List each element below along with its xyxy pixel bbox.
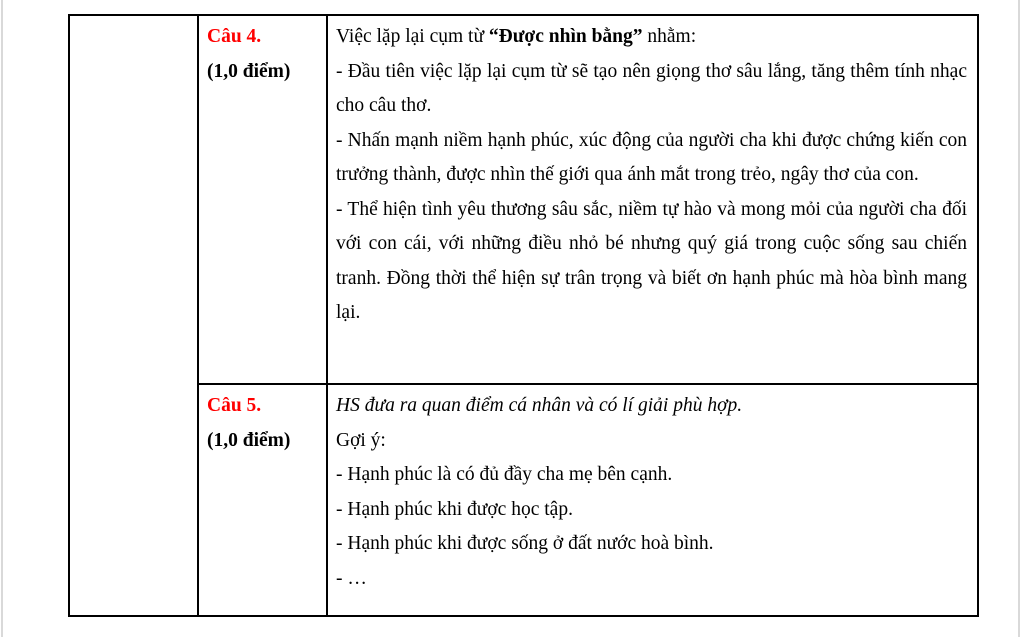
- empty-merged-cell: [70, 16, 199, 615]
- answer-bullet: - Hạnh phúc là có đủ đầy cha mẹ bên cạnh.: [336, 464, 673, 485]
- suggestion-label: Gợi ý:: [336, 429, 386, 451]
- points-label-4: (1,0 điểm): [207, 60, 291, 82]
- page-edge-left: [1, 0, 3, 637]
- question-cell-5: [199, 385, 328, 615]
- answer-bullet: - Nhấn mạnh niềm hạnh phúc, xúc động của người cha khi được chứng kiến con trưởng thành, được nhìn thế giới qua ánh mắt trong trẻo, ngây thơ của con.: [336, 129, 967, 185]
- answer-intro-suffix: nhằm:: [642, 26, 697, 47]
- question-cell-4: [199, 16, 328, 383]
- row-cau-4: [199, 16, 977, 385]
- guideline-line: HS đưa ra quan điểm cá nhân và có lí giải phù hợp.: [336, 395, 743, 416]
- answer-cell-4: [328, 16, 977, 383]
- answer-cell-5: [328, 385, 977, 615]
- answer-key-table: [68, 14, 979, 617]
- answer-bullet: - Hạnh phúc khi được học tập.: [336, 498, 573, 520]
- answer-bullet: - Hạnh phúc khi được sống ở đất nước hoà bình.: [336, 533, 714, 554]
- row-cau-5: [199, 385, 977, 615]
- answer-intro-prefix: Việc lặp lại cụm từ: [336, 26, 489, 47]
- question-label-5: Câu 5.: [207, 395, 262, 416]
- question-rows: [199, 16, 977, 615]
- answer-bullet: - Thể hiện tình yêu thương sâu sắc, niềm tự hào và mong mỏi của người cha đối với con cái, với những điều nhỏ bé nhưng quý giá trong cuộc sống sau chiến tranh. Đồng thời thể hiện sự trân trọng và biết ơn hạnh phúc mà hòa bình mang lại.: [336, 198, 967, 323]
- answer-intro-line: [336, 20, 967, 55]
- answer-bullet: - …: [336, 567, 367, 589]
- answer-intro-bold-phrase: “Được nhìn bằng”: [488, 26, 643, 47]
- answer-bullet: - Đầu tiên việc lặp lại cụm từ sẽ tạo nên giọng thơ sâu lắng, tăng thêm tính nhạc cho câu thơ.: [336, 60, 967, 116]
- question-label-4: Câu 4.: [207, 26, 262, 47]
- points-label-5: (1,0 điểm): [207, 429, 291, 451]
